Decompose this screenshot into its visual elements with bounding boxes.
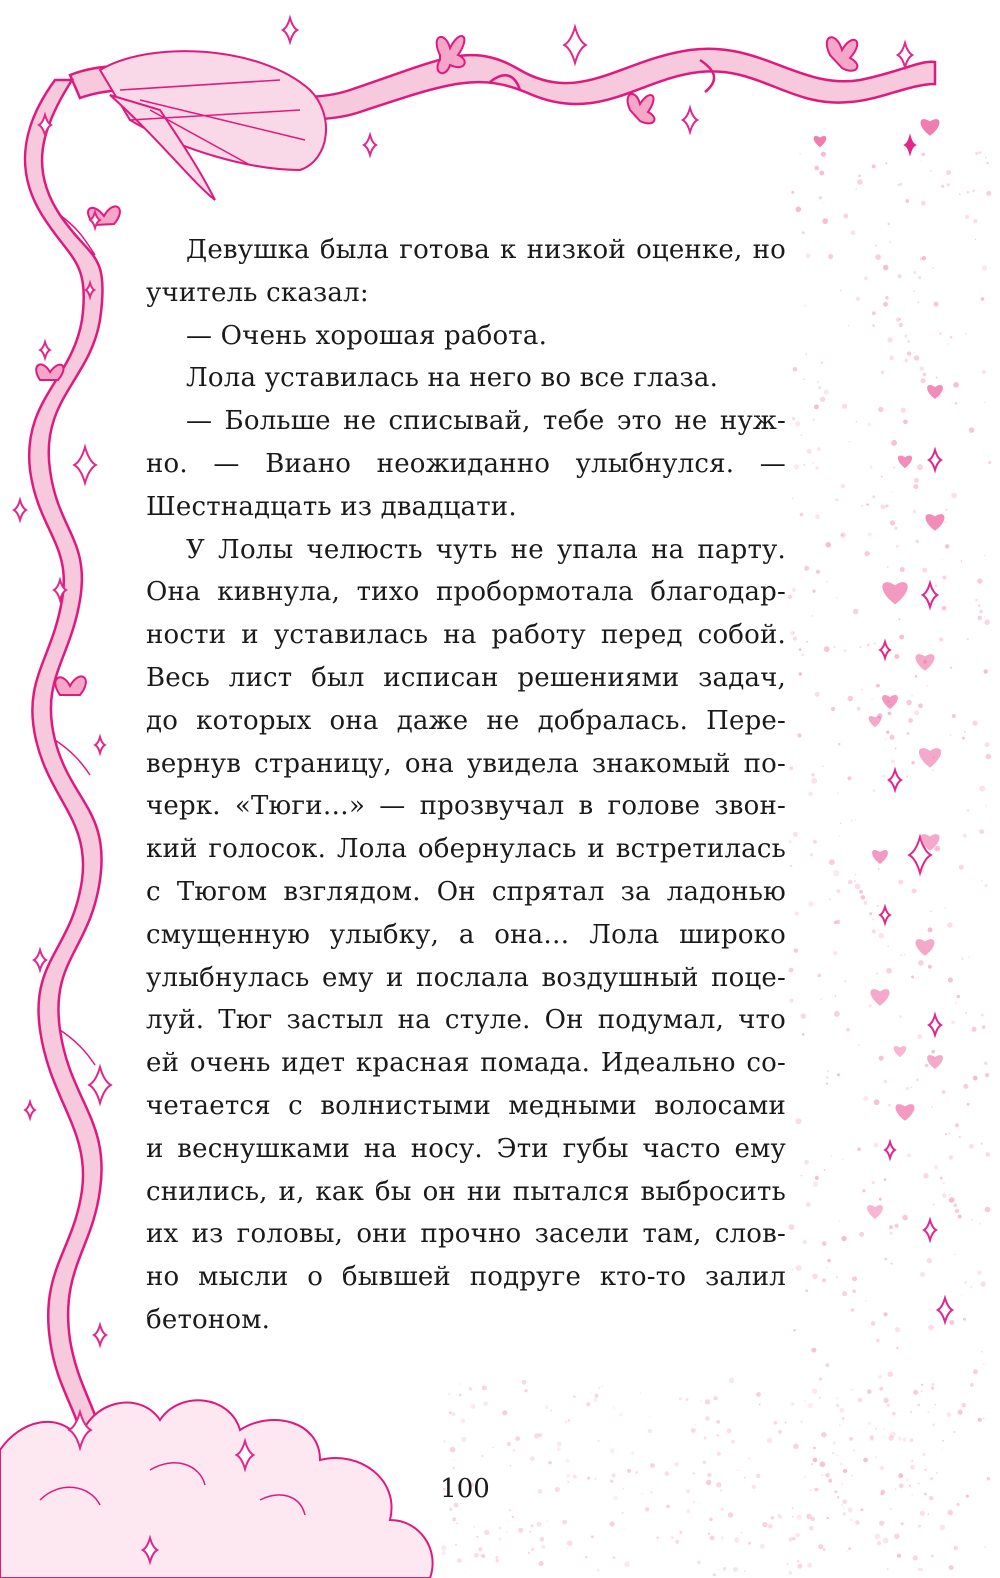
- sparkle-icon: [924, 1220, 936, 1240]
- text-line: Весь лист был исписан решениями задач,: [146, 662, 786, 693]
- sparkle-icon: [364, 135, 376, 155]
- text-line: но. — Виано неожиданно улыбнулся. —: [146, 448, 786, 479]
- wing-icon: [100, 51, 326, 200]
- heart-icon: [921, 119, 940, 136]
- sparkle-icon: [283, 18, 297, 42]
- sparkle-icon: [25, 1102, 35, 1118]
- heart-icon: [871, 989, 890, 1006]
- sparkle-icon: [898, 43, 912, 67]
- sparkle-icon: [34, 950, 46, 970]
- text-line: луй. Тюг застыл на стуле. Он подумал, что: [146, 1005, 786, 1036]
- sparkle-icon: [89, 1067, 111, 1103]
- text-line: кий голосок. Лола обернулась и встретилась: [146, 834, 786, 865]
- sparkle-icon: [885, 1142, 895, 1158]
- text-line: с Тюгом взглядом. Он спрятал за ладонью: [146, 876, 786, 907]
- heart-icon: [927, 1055, 943, 1069]
- sparkle-icon: [880, 642, 890, 658]
- sparkle-icon: [905, 137, 915, 153]
- heart-icon: [814, 136, 827, 147]
- sparkle-icon: [94, 1325, 106, 1345]
- sparkle-icon: [929, 450, 941, 470]
- text-line: улыбнулась ему и послала воздушный поце-: [146, 962, 786, 993]
- sparkle-icon: [929, 1015, 941, 1035]
- text-line: но мысли о бывшей подруге кто-то залил: [146, 1262, 786, 1293]
- heart-icon: [814, 119, 945, 1219]
- body-text: [146, 229, 786, 1342]
- heart-icon: [926, 514, 945, 531]
- text-line: черк. «Тюги…» — прозвучал в голове звон-: [146, 791, 786, 822]
- text-line: ей очень идет красная помада. Идеально со-: [146, 1048, 786, 1079]
- heart-icon: [869, 716, 882, 727]
- text-line: учитель сказал:: [146, 277, 369, 308]
- heart-icon: [896, 1104, 915, 1121]
- text-line: ности и уставилась на работу перед собой.: [146, 620, 786, 651]
- text-line: У Лолы челюсть чуть не упала на парту.: [186, 534, 786, 565]
- sparkle-icon: [683, 108, 697, 132]
- text-line: бетоном.: [146, 1304, 271, 1335]
- text-line: Лола уставилась на него во все глаза.: [186, 363, 719, 394]
- text-line: вернув страницу, она увидела знакомый по-: [146, 748, 786, 779]
- text-line: — Больше не списывай, тебе это не нуж-: [186, 406, 786, 437]
- text-line: смущенную улыбку, а она… Лола широко: [146, 919, 786, 950]
- text-line: четается с волнистыми медными волосами: [146, 1090, 786, 1121]
- text-line: снились, и, как бы он ни пытался выбросить: [146, 1176, 786, 1207]
- page-number: 100: [440, 1474, 490, 1504]
- sparkle-icon: [40, 342, 50, 358]
- heart-icon: [867, 1205, 883, 1219]
- sparkle-icon: [889, 770, 901, 790]
- text-line: Девушка была готова к низкой оценке, но: [186, 235, 786, 265]
- text-line: — Очень хорошая работа.: [186, 320, 548, 351]
- heart-icon: [919, 748, 941, 768]
- sparkle-icon: [74, 447, 96, 483]
- heart-icon: [916, 654, 935, 671]
- sparkle-icon: [14, 500, 26, 520]
- heart-icon: [898, 456, 912, 469]
- heart-icon: [882, 582, 907, 604]
- sparkle-icon: [564, 27, 586, 63]
- sparkle-icon: [880, 907, 890, 923]
- text-line: Шестнадцать из двадцати.: [146, 491, 517, 522]
- heart-icon: [894, 1046, 907, 1057]
- sparkle-icon: [938, 1298, 952, 1322]
- sparkle-icon: [95, 737, 105, 753]
- heart-icon: [916, 939, 935, 956]
- text-line: и веснушками на носу. Эти губы часто ему: [146, 1133, 786, 1164]
- heart-icon: [882, 695, 898, 709]
- text-line: до которых она даже не добралась. Пере-: [146, 705, 786, 736]
- heart-icon: [872, 850, 888, 864]
- text-line: их из головы, они прочно засели там, слов-: [146, 1219, 786, 1250]
- text-line: Она кивнула, тихо пробормотала благодар-: [146, 577, 786, 608]
